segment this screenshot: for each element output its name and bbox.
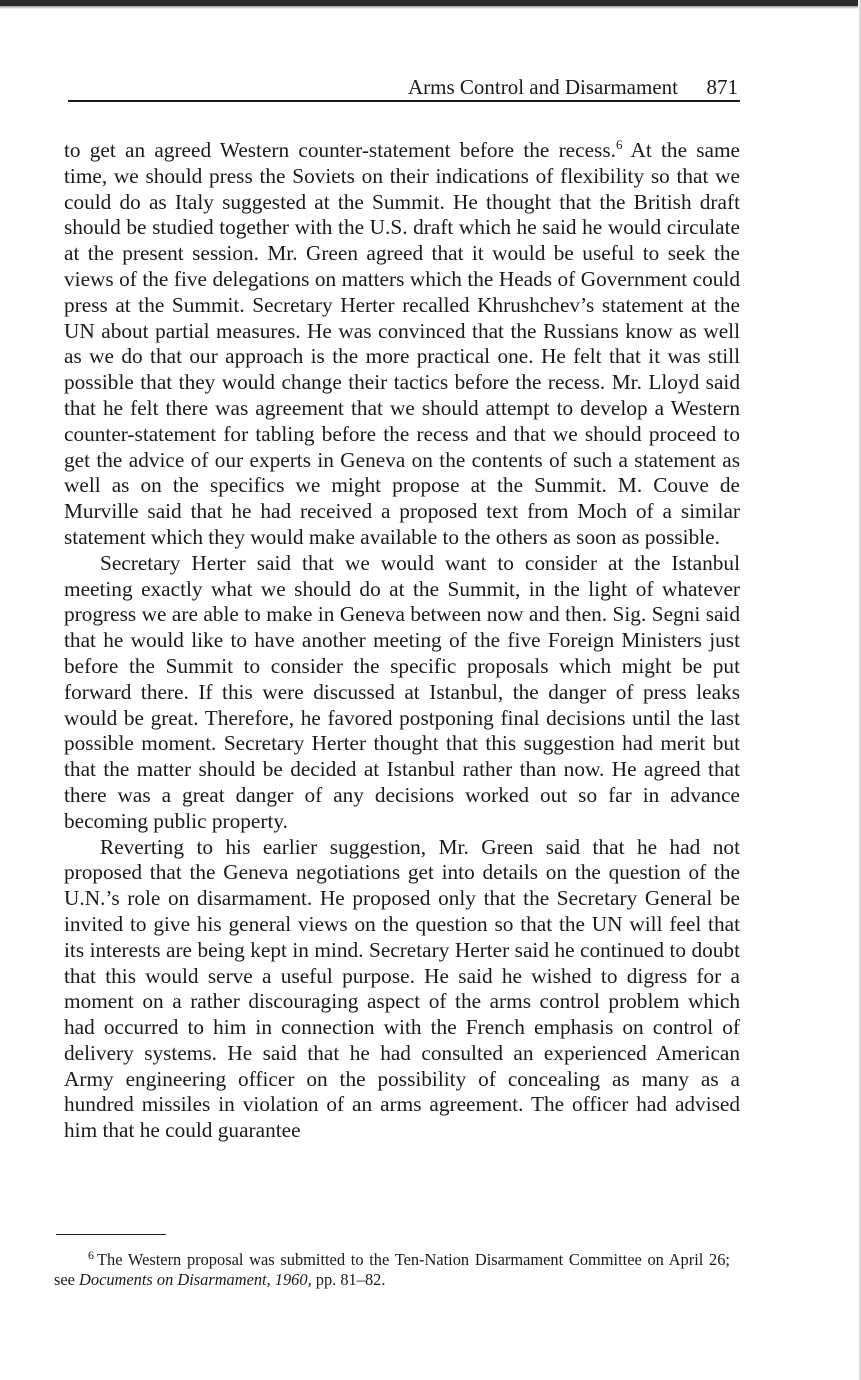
footnote bbox=[54, 1247, 730, 1290]
paragraph-2: Secretary Herter said that we would want to consider at the Istanbul meeting exactly what we should do at the Summit, in the light of whatever progress we are able to make in Geneva between now and then. Sig. Segni said that he would like to have another meeting of the five Foreign Ministers just before the Summit to consider the specific proposals which might be put forward there. If this were discussed at Istanbul, the danger of press leaks would be great. Therefore, he favored postponing final decisions until the last possible moment. Secretary Herter thought that this suggestion had merit but that the matter should be decided at Istanbul rather than now. He agreed that there was a great danger of any decisions worked out so far in advance becoming public property. bbox=[64, 550, 740, 833]
footnote-rule bbox=[56, 1234, 166, 1235]
footnote-source-title: Documents on Disarmament, 1960, bbox=[79, 1270, 312, 1289]
paragraph-1-text: to get an agreed Western counter-statement before the recess. bbox=[64, 138, 616, 162]
footnote-text: The Western proposal was submitted to the Ten-Nation Disarmament Committee on April 26; see bbox=[54, 1250, 730, 1289]
footnote-text-end: pp. 81–82. bbox=[311, 1270, 386, 1289]
paragraph-1 bbox=[64, 138, 740, 551]
page-top-shadow bbox=[0, 6, 861, 9]
paragraph-1-text-continued: At the same time, we should press the Soviets on their indications of flexibility so that we could do as Italy suggested at the Summit. He thought that the British draft should be studied together with the U.S. draft which he said he would circulate at the present session. Mr. Green agreed that it would be useful to seek the views of the five delegations on matters which the Heads of Government could press at the Summit. Secretary Herter recalled Khrushchev’s statement at the UN about partial measures. He was convinced that the Russians know as well as we do that our approach is the more practical one. He felt that it was still possible that they would change their tactics before the recess. Mr. Lloyd said that he felt there was agreement that we should attempt to develop a Western counter-statement for tabling before the recess and that we should proceed to get the advice of our experts in Geneva on the contents of such a statement as well as on the specifics we might propose at the Summit. M. Couve de Murville said that he had received a proposed text from Moch of a similar statement which they would make available to the others as soon as possible. bbox=[64, 138, 740, 549]
running-title: Arms Control and Disarmament bbox=[407, 75, 678, 99]
footnote-number: 6 bbox=[88, 1247, 94, 1262]
running-head bbox=[68, 74, 740, 102]
body-text bbox=[64, 138, 740, 1144]
footnote-reference: 6 bbox=[615, 136, 623, 152]
paragraph-3: Reverting to his earlier suggestion, Mr. Green said that he had not proposed that the Geneva negotiations get into details on the question of the U.N.’s role on disarmament. He proposed only that the Secretary General be invited to give his general views on the question so that the UN will feel that its interests are being kept in mind. Secretary Herter said he continued to doubt that this would serve a useful purpose. He said he wished to digress for a moment on a rather discouraging aspect of the arms control problem which had occurred to him in connection with the French emphasis on control of delivery systems. He said that he had consulted an experienced American Army engineering officer on the possibility of concealing as many as a hundred missiles in violation of an arms agreement. The officer had advised him that he could guarantee bbox=[64, 834, 740, 1143]
page-number: 871 bbox=[706, 75, 738, 99]
